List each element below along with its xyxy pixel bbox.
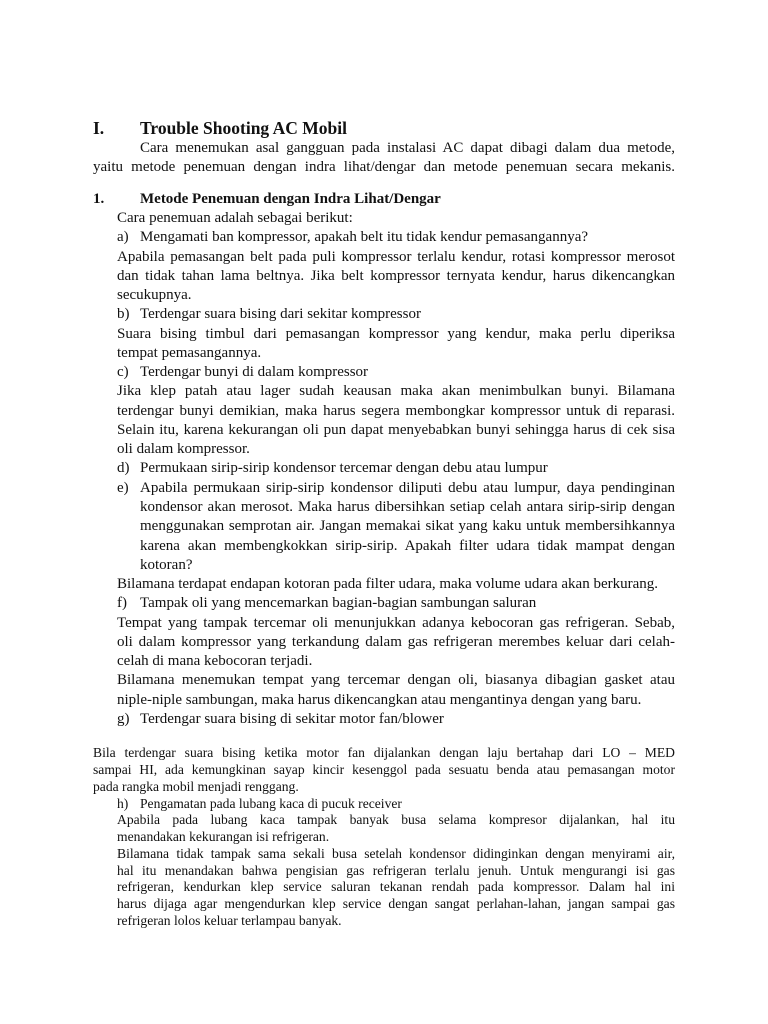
heading-number: I. [93,118,105,138]
paragraph-line: niple-niple sambungan, maka harus dikencangkan atau mengantinya dengan yang baru. [117,692,642,708]
list-marker: g) [117,711,130,727]
list-marker: b) [117,306,130,322]
paragraph-line: dan tidak tahan lama beltnya. Jika belt kompressor ternyata kendur, harus dikencangkan [117,268,675,284]
list-item-text: karena akan membengkokkan sirip-sirip. Apakah filter udara tidak mampat dengan [140,538,675,554]
paragraph-line: yaitu metode penemuan dengan indra lihat/dengar dan metode penemuan secara mekanis. [93,159,675,175]
intro-line: Cara penemuan adalah sebagai berikut: [117,210,353,226]
list-marker: f) [117,595,127,611]
list-item-text: Terdengar suara bising di sekitar motor fan/blower [140,711,444,727]
paragraph-line: Cara menemukan asal gangguan pada instalasi AC dapat dibagi dalam dua metode, [140,140,675,156]
list-marker: d) [117,460,130,476]
paragraph-line: Bilamana menemukan tempat yang tercemar dengan oli, biasanya dibagian gasket atau [117,672,675,688]
paragraph-line: Jika klep patah atau lager sudah keausan maka akan menimbulkan bunyi. Bilamana [117,383,675,399]
paragraph-line: tempat pemasangannya. [117,345,262,361]
paragraph-line: sampai HI, ada kemungkinan sayap kincir kesenggol pada sesuatu benda atau pemasangan motor [93,762,675,777]
paragraph-line: oli dalam kompressor. [117,441,250,457]
list-item-text: Apabila permukaan sirip-sirip kondensor diliputi debu atau lumpur, daya pendinginan [140,480,675,496]
paragraph-line: harus dijaga agar mengendurkan klep service dengan sangat perlahan-lahan, jangan sampai gas [117,896,675,911]
list-marker: a) [117,229,129,245]
paragraph-line: refrigeran, kendurkan klep service saluran tekanan rendah pada kompressor. Dalam hal ini [117,879,675,894]
paragraph-line: refrigeran lolos keluar terlampau banyak. [117,913,342,928]
paragraph-line: Apabila pada lubang kaca tampak banyak busa selama kompresor dijalankan, hal itu [117,812,675,827]
heading-title: Trouble Shooting AC Mobil [140,118,347,138]
section-number: 1. [93,191,105,207]
section-title: Metode Penemuan dengan Indra Lihat/Dengar [140,191,441,207]
paragraph-line: Suara bising timbul dari pemasangan kompressor yang kendur, maka perlu diperiksa [117,326,675,342]
list-item-text: Pengamatan pada lubang kaca di pucuk receiver [140,796,402,811]
paragraph-line: Selain itu, karena kekurangan oli pun dapat menyebabkan bunyi sehingga harus di cek sisa [117,422,675,438]
paragraph-line: secukupnya. [117,287,192,303]
paragraph-line: Apabila pemasangan belt pada puli kompressor terlalu kendur, rotasi kompressor merosot [117,249,675,265]
list-item-text: Terdengar suara bising dari sekitar kompressor [140,306,421,322]
list-item-text: Mengamati ban kompressor, apakah belt itu tidak kendur pemasangannya? [140,229,589,245]
paragraph-line: Bila terdengar suara bising ketika motor fan dijalankan dengan laju bertahap dari LO – MED [93,745,675,760]
paragraph-line: celah di mana kebocoran terjadi. [117,653,313,669]
list-marker: e) [117,480,129,496]
list-item-text: menggunakan semprotan air. Jangan memakai sikat yang kaku untuk membersihkannya [140,518,675,534]
list-item-text: kotoran? [140,557,193,573]
list-item-text: kondensor akan merosot. Maka harus dibersihkan setiap celah antara sirip-sirip dengan [140,499,675,515]
paragraph-line: hal itu menandakan bahwa pengisian gas refrigeran terlalu jenuh. Untuk mengurangi isi gas [117,863,675,878]
paragraph-line: menandakan kekurangan isi refrigeran. [117,829,330,844]
list-item-text: Permukaan sirip-sirip kondensor tercemar dengan debu atau lumpur [140,460,548,476]
list-marker: h) [117,796,129,811]
paragraph-line: Tempat yang tampak tercemar oli menunjukkan adanya kebocoran gas refrigeran. Sebab, [117,615,675,631]
paragraph-e: Bilamana terdapat endapan kotoran pada filter udara, maka volume udara akan berkurang. [117,576,659,592]
list-item-text: Terdengar bunyi di dalam kompressor [140,364,369,380]
paragraph-line: oli dalam kompressor yang terkandung dalam gas refrigeran merembes keluar dari celah- [117,634,675,650]
paragraph-line: pada rangka mobil menjadi renggang. [93,779,299,794]
paragraph-line: terdengar bunyi demikian, maka harus segera membongkar kompressor untuk di reparasi. [117,403,675,419]
list-item-text: Tampak oli yang mencemarkan bagian-bagian sambungan saluran [140,595,537,611]
list-marker: c) [117,364,129,380]
paragraph-line: Bilamana tidak tampak sama sekali busa setelah kondensor didinginkan dengan menyirami air, [117,846,675,861]
